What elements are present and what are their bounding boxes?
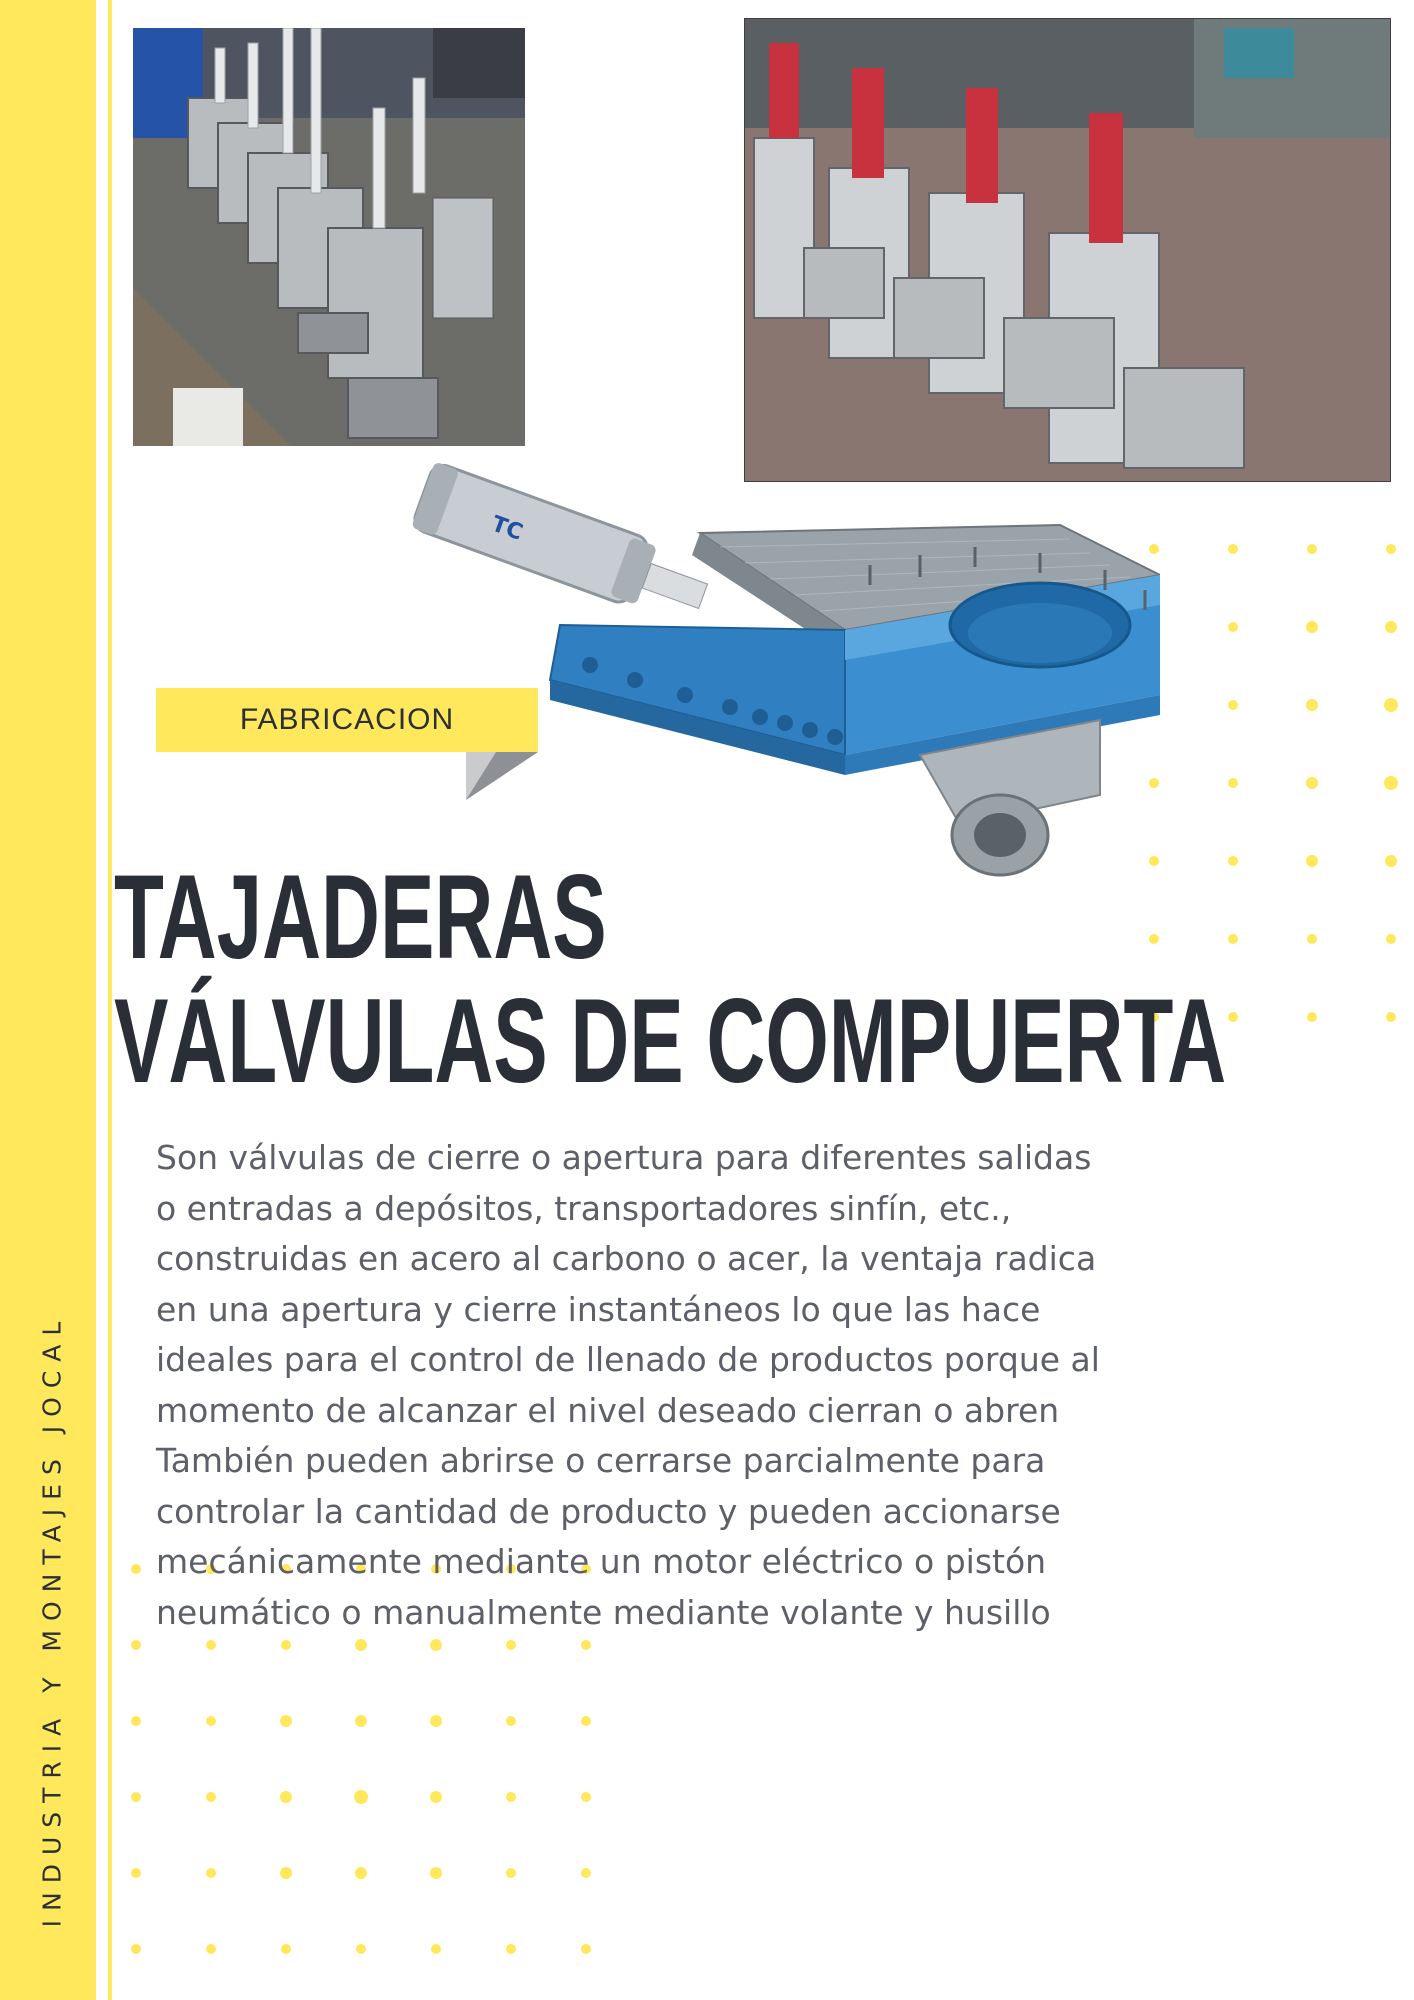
category-tag-label: FABRICACION [239, 703, 455, 736]
side-accent-line [108, 0, 112, 2000]
photo-valves-floor [744, 18, 1391, 482]
cylinder-logo: TC [488, 511, 526, 546]
company-vertical-text: INDUSTRIA Y MONTAJES JOCAL [37, 1312, 67, 1928]
title-line-1: TAJADERAS [114, 850, 607, 984]
tag-fold-shape [466, 752, 538, 800]
title-line-2: VÁLVULAS DE COMPUERTA [114, 974, 1227, 1108]
photo-workshop-valves [133, 28, 525, 446]
description-paragraph: Son válvulas de cierre o apertura para diferentes salidas o entradas a depósitos, transportadores sinfín, etc., construidas en acero al carbono o acer, la ventaja radica en una apertura y cierre instantáneos lo que las hace ideales para el control de llenado de productos porque al momento de alcanzar el nivel deseado cierran o abren También pueden abrirse o cerrarse parcialmente para controlar la cantidad de producto y pueden accionarse mecánicamente mediante un motor eléctrico o pistón neumático o manualmente mediante volante y husillo [156, 1138, 1100, 1632]
category-tag [156, 688, 538, 752]
page-title [114, 850, 1227, 1108]
